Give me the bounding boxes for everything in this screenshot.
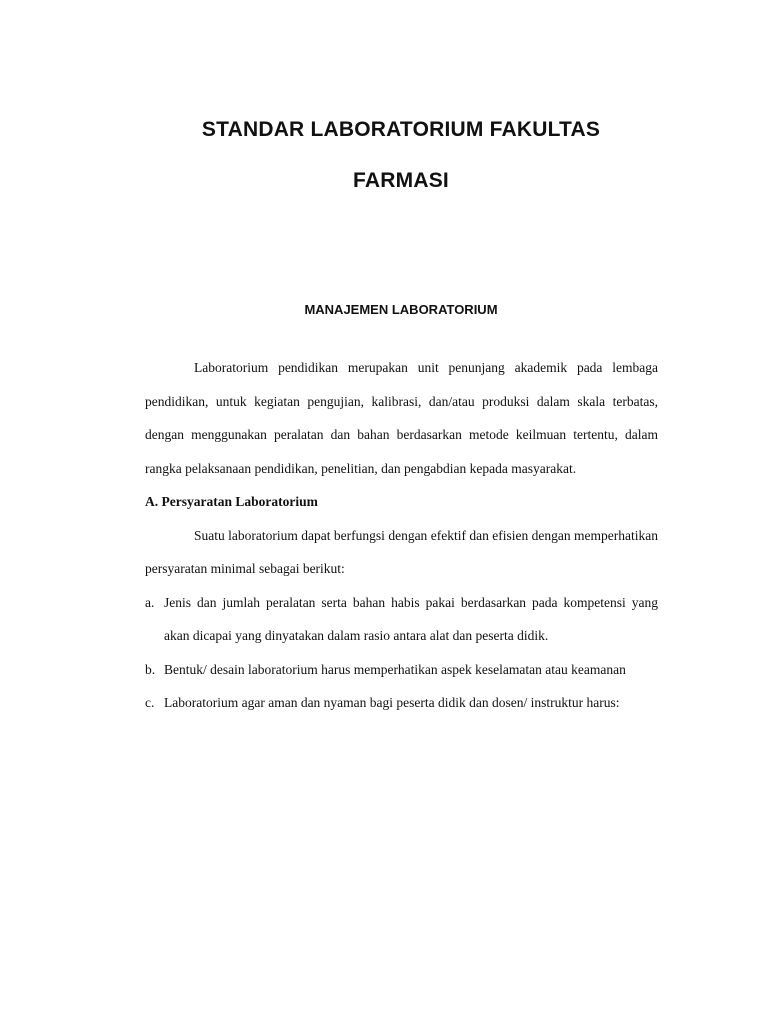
list-item [145, 586, 658, 653]
document-body [145, 351, 658, 720]
list-item [145, 653, 658, 687]
list-item-text: Laboratorium agar aman dan nyaman bagi peserta didik dan dosen/ instruktur harus: [164, 695, 620, 710]
subsection-paragraph: Suatu laboratorium dapat berfungsi dengan efektif dan efisien dengan memperhatikan persyaratan minimal sebagai berikut: [145, 527, 658, 576]
list-marker: b. [145, 661, 156, 677]
list-item-text: Jenis dan jumlah peralatan serta bahan habis pakai berdasarkan pada kompetensi yang akan dicapai yang dinyatakan dalam rasio antara alat dan peserta didik. [164, 594, 658, 643]
requirements-list [145, 586, 658, 720]
document-title-line-2: FARMASI [353, 169, 449, 192]
document-title-line-1: STANDAR LABORATORIUM FAKULTAS [201, 118, 601, 141]
subsection-heading: A. Persyaratan Laboratorium [145, 494, 318, 509]
intro-paragraph: Laboratorium pendidikan merupakan unit penunjang akademik pada lembaga pendidikan, untuk kegiatan pengujian, kalibrasi, dan/atau produksi dalam skala terbatas, dengan menggunakan peralatan dan bahan berdasarkan metode keilmuan tertentu, dalam rangka pelaksanaan pendidikan, penelitian, dan pengabdian kepada masyarakat. [145, 360, 658, 476]
list-marker: c. [145, 695, 155, 710]
list-item [145, 686, 658, 720]
list-marker: a. [145, 594, 155, 610]
section-title: MANAJEMEN LABORATORIUM [304, 302, 498, 317]
list-item-text: Bentuk/ desain laboratorium harus memperhatikan aspek keselamatan atau keamanan [164, 661, 626, 677]
